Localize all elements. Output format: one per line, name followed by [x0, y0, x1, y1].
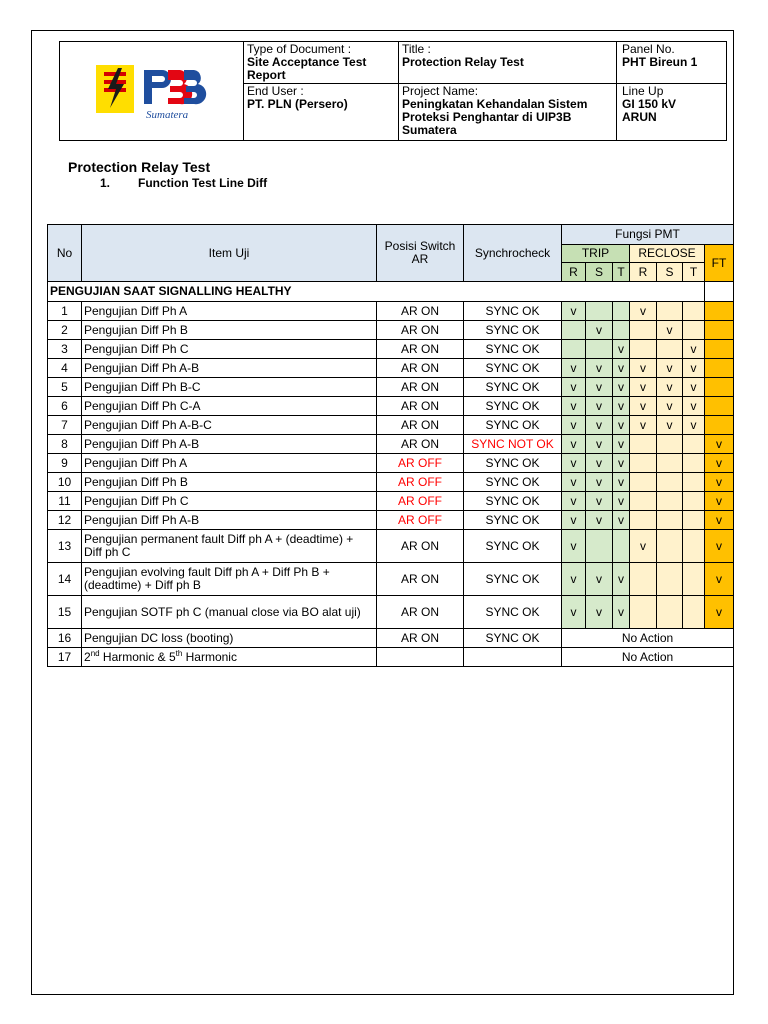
- row-rr-mark: v: [630, 530, 657, 563]
- line-up-label: Line Up: [622, 84, 664, 98]
- header-trip-r: R: [562, 263, 586, 282]
- row-ts-mark: v: [586, 454, 613, 473]
- table-row: [48, 492, 734, 511]
- row-ft-mark: [705, 378, 734, 397]
- row-tr-mark: v: [562, 492, 586, 511]
- row-ar-position: AR ON: [377, 629, 464, 648]
- row-no: 6: [48, 397, 82, 416]
- row-rs-mark: v: [657, 321, 683, 340]
- row-synchrocheck: SYNC OK: [464, 596, 562, 629]
- row-ar-position: AR ON: [377, 530, 464, 563]
- line-up-value: GI 150 kV ARUN: [622, 97, 677, 124]
- row-item: Pengujian Diff Ph A-B: [82, 511, 377, 530]
- table-row: [48, 416, 734, 435]
- header-trip-s: S: [586, 263, 613, 282]
- table-row: [48, 511, 734, 530]
- row-tt-mark: [613, 321, 630, 340]
- row-ts-mark: v: [586, 596, 613, 629]
- row-ar-position: AR ON: [377, 378, 464, 397]
- row-rt-mark: v: [683, 340, 705, 359]
- row-ts-mark: v: [586, 359, 613, 378]
- title-value: Protection Relay Test: [402, 55, 524, 69]
- row-ar-position: AR OFF: [377, 473, 464, 492]
- section-subtitle: [68, 176, 267, 190]
- row-no: 15: [48, 596, 82, 629]
- row-tr-mark: v: [562, 511, 586, 530]
- harmonic-sup-b: th: [175, 648, 183, 658]
- section-row: [48, 282, 734, 302]
- row-tr-mark: v: [562, 596, 586, 629]
- row-no-action: No Action: [562, 629, 734, 648]
- row-ar-position: AR ON: [377, 321, 464, 340]
- row-rs-mark: [657, 302, 683, 321]
- section-title: Protection Relay Test: [68, 159, 211, 175]
- row-ft-mark: v: [705, 563, 734, 596]
- header-row: [48, 225, 734, 245]
- row-rr-mark: v: [630, 359, 657, 378]
- row-synchrocheck: SYNC OK: [464, 321, 562, 340]
- row-ts-mark: v: [586, 397, 613, 416]
- row-item: Pengujian DC loss (booting): [82, 629, 377, 648]
- row-ar-position: AR ON: [377, 302, 464, 321]
- row-item: Pengujian evolving fault Diff ph A + Diff Ph B + (deadtime) + Diff ph B: [82, 563, 377, 596]
- row-tt-mark: v: [613, 563, 630, 596]
- row-tt-mark: v: [613, 359, 630, 378]
- row-ar-position: AR ON: [377, 359, 464, 378]
- row-rs-mark: [657, 511, 683, 530]
- row-ft-mark: [705, 359, 734, 378]
- table-row: [48, 359, 734, 378]
- row-item: Pengujian Diff Ph A-B-C: [82, 416, 377, 435]
- line-up-cell: [622, 85, 708, 124]
- type-value: Site Acceptance Test Report: [247, 55, 367, 82]
- project-label: Project Name:: [402, 84, 479, 98]
- project-value: Peningkatan Kehandalan Sistem Proteksi Penghantar di UIP3B Sumatera: [402, 97, 588, 137]
- row-rr-mark: v: [630, 302, 657, 321]
- row-ft-mark: [705, 397, 734, 416]
- row-rr-mark: [630, 511, 657, 530]
- row-rt-mark: [683, 302, 705, 321]
- row-synchrocheck: SYNC OK: [464, 340, 562, 359]
- row-ar-position: AR ON: [377, 340, 464, 359]
- row-item: Pengujian Diff Ph C: [82, 492, 377, 511]
- row-tt-mark: [613, 302, 630, 321]
- row-rr-mark: v: [630, 397, 657, 416]
- table-row: [48, 473, 734, 492]
- row-synchrocheck: SYNC NOT OK: [464, 435, 562, 454]
- header-synchrocheck: Synchrocheck: [464, 225, 562, 282]
- row-tr-mark: [562, 321, 586, 340]
- row-ft-mark: [705, 340, 734, 359]
- row-rs-mark: [657, 435, 683, 454]
- end-user-label: End User :: [247, 84, 304, 98]
- row-rt-mark: [683, 563, 705, 596]
- row-ar-position: AR ON: [377, 435, 464, 454]
- row-rr-mark: [630, 435, 657, 454]
- row-ts-mark: v: [586, 435, 613, 454]
- header-ft: FT: [705, 245, 734, 282]
- header-trip-t: T: [613, 263, 630, 282]
- header-item-uji: Item Uji: [82, 225, 377, 282]
- row-tr-mark: v: [562, 359, 586, 378]
- row-no: 17: [48, 648, 82, 667]
- row-ft-mark: v: [705, 492, 734, 511]
- row-no: 16: [48, 629, 82, 648]
- row-rr-mark: v: [630, 378, 657, 397]
- table-row: [48, 397, 734, 416]
- table-row: [48, 435, 734, 454]
- row-ft-mark: v: [705, 596, 734, 629]
- header-reclose-r: R: [630, 263, 657, 282]
- row-tr-mark: v: [562, 563, 586, 596]
- header-reclose-t: T: [683, 263, 705, 282]
- row-rs-mark: [657, 596, 683, 629]
- row-no: 11: [48, 492, 82, 511]
- row-ts-mark: v: [586, 416, 613, 435]
- row-no: 5: [48, 378, 82, 397]
- row-ft-mark: [705, 302, 734, 321]
- row-rr-mark: [630, 596, 657, 629]
- row-synchrocheck: SYNC OK: [464, 416, 562, 435]
- row-no: 10: [48, 473, 82, 492]
- header-divider: [616, 41, 617, 141]
- table-row: [48, 340, 734, 359]
- row-rt-mark: v: [683, 416, 705, 435]
- row-rt-mark: [683, 596, 705, 629]
- row-tr-mark: v: [562, 530, 586, 563]
- harmonic-text-mid: Harmonic & 5: [99, 649, 176, 664]
- row-ft-mark: v: [705, 473, 734, 492]
- row-rt-mark: [683, 511, 705, 530]
- row-tt-mark: v: [613, 492, 630, 511]
- row-no: 4: [48, 359, 82, 378]
- panel-cell: [622, 43, 726, 69]
- row-no: 3: [48, 340, 82, 359]
- project-cell: [402, 85, 614, 137]
- header-fungsi-pmt: Fungsi PMT: [562, 225, 734, 245]
- row-synchrocheck: SYNC OK: [464, 530, 562, 563]
- row-item: Pengujian Diff Ph B: [82, 473, 377, 492]
- row-ar-position: AR ON: [377, 563, 464, 596]
- row-no: 1: [48, 302, 82, 321]
- row-ar-position: AR OFF: [377, 454, 464, 473]
- harmonic-text-a: 2: [84, 649, 91, 664]
- row-tt-mark: v: [613, 454, 630, 473]
- row-ts-mark: v: [586, 563, 613, 596]
- row-rs-mark: [657, 454, 683, 473]
- table-row: [48, 648, 734, 667]
- function-test-table: [47, 224, 734, 667]
- table-row: [48, 530, 734, 563]
- row-ts-mark: v: [586, 511, 613, 530]
- row-tt-mark: v: [613, 397, 630, 416]
- end-user-cell: [247, 85, 397, 111]
- panel-value: PHT Bireun 1: [622, 55, 698, 69]
- row-synchrocheck: SYNC OK: [464, 563, 562, 596]
- row-no-action: No Action: [562, 648, 734, 667]
- row-tr-mark: v: [562, 302, 586, 321]
- row-item: Pengujian Diff Ph A-B: [82, 435, 377, 454]
- row-ar-position: AR ON: [377, 596, 464, 629]
- row-item: Pengujian Diff Ph C-A: [82, 397, 377, 416]
- row-synchrocheck: SYNC OK: [464, 454, 562, 473]
- row-rt-mark: v: [683, 397, 705, 416]
- title-label: Title :: [402, 42, 431, 56]
- row-item: Pengujian Diff Ph C: [82, 340, 377, 359]
- row-tt-mark: v: [613, 511, 630, 530]
- subtitle-text: Function Test Line Diff: [138, 176, 268, 190]
- row-ts-mark: [586, 530, 613, 563]
- row-rs-mark: [657, 340, 683, 359]
- row-rr-mark: [630, 340, 657, 359]
- row-item: Pengujian Diff Ph B: [82, 321, 377, 340]
- row-rr-mark: [630, 473, 657, 492]
- row-rt-mark: [683, 454, 705, 473]
- row-rr-mark: v: [630, 416, 657, 435]
- header-trip: TRIP: [562, 245, 630, 263]
- row-tr-mark: v: [562, 378, 586, 397]
- row-tt-mark: [613, 530, 630, 563]
- header-no: No: [48, 225, 82, 282]
- row-no: 9: [48, 454, 82, 473]
- row-item: [82, 648, 377, 667]
- panel-label: Panel No.: [622, 42, 675, 56]
- row-tr-mark: v: [562, 473, 586, 492]
- row-rs-mark: [657, 563, 683, 596]
- type-label: Type of Document :: [247, 42, 352, 56]
- row-synchrocheck: SYNC OK: [464, 397, 562, 416]
- row-rs-mark: [657, 492, 683, 511]
- row-ar-position: [377, 648, 464, 667]
- table-row: [48, 321, 734, 340]
- subtitle-number: 1.: [100, 176, 111, 190]
- table-row: [48, 563, 734, 596]
- row-tt-mark: v: [613, 473, 630, 492]
- row-ts-mark: [586, 302, 613, 321]
- harmonic-sup-a: nd: [90, 648, 100, 658]
- row-synchrocheck: SYNC OK: [464, 302, 562, 321]
- row-ar-position: AR ON: [377, 416, 464, 435]
- row-ft-mark: v: [705, 530, 734, 563]
- title-cell: [402, 43, 614, 69]
- end-user-value: PT. PLN (Persero): [247, 97, 348, 111]
- row-item: Pengujian Diff Ph A-B: [82, 359, 377, 378]
- table-row: [48, 596, 734, 629]
- row-rt-mark: [683, 473, 705, 492]
- row-ft-mark: v: [705, 454, 734, 473]
- row-ft-mark: v: [705, 435, 734, 454]
- row-tr-mark: v: [562, 454, 586, 473]
- row-item: Pengujian Diff Ph A: [82, 454, 377, 473]
- row-rs-mark: [657, 530, 683, 563]
- row-ft-mark: [705, 321, 734, 340]
- row-synchrocheck: SYNC OK: [464, 473, 562, 492]
- header-divider: [398, 41, 399, 141]
- row-ar-position: AR OFF: [377, 492, 464, 511]
- row-ts-mark: v: [586, 378, 613, 397]
- row-rt-mark: [683, 321, 705, 340]
- row-no: 12: [48, 511, 82, 530]
- section-row-ft: [705, 282, 734, 302]
- row-tr-mark: v: [562, 397, 586, 416]
- harmonic-text-tail: Harmonic: [182, 649, 237, 664]
- row-no: 2: [48, 321, 82, 340]
- row-rr-mark: [630, 454, 657, 473]
- row-rt-mark: [683, 492, 705, 511]
- row-ar-position: AR OFF: [377, 511, 464, 530]
- pln-p3b-logo: [94, 62, 224, 122]
- header-reclose-s: S: [657, 263, 683, 282]
- row-tt-mark: v: [613, 435, 630, 454]
- row-ts-mark: v: [586, 473, 613, 492]
- row-no: 13: [48, 530, 82, 563]
- row-tt-mark: v: [613, 340, 630, 359]
- table-row: [48, 629, 734, 648]
- row-rr-mark: [630, 563, 657, 596]
- row-rt-mark: [683, 435, 705, 454]
- svg-text:Sumatera: Sumatera: [146, 109, 189, 121]
- row-tr-mark: v: [562, 416, 586, 435]
- row-rt-mark: v: [683, 378, 705, 397]
- row-item: Pengujian Diff Ph A: [82, 302, 377, 321]
- row-ts-mark: v: [586, 321, 613, 340]
- row-ts-mark: [586, 340, 613, 359]
- row-item: Pengujian Diff Ph B-C: [82, 378, 377, 397]
- row-no: 8: [48, 435, 82, 454]
- row-tr-mark: v: [562, 435, 586, 454]
- row-no: 14: [48, 563, 82, 596]
- row-synchrocheck: SYNC OK: [464, 378, 562, 397]
- row-ts-mark: v: [586, 492, 613, 511]
- row-synchrocheck: SYNC OK: [464, 359, 562, 378]
- row-rt-mark: v: [683, 359, 705, 378]
- header-posisi-switch-ar: Posisi Switch AR: [377, 225, 464, 282]
- type-of-document-cell: [247, 43, 397, 82]
- row-synchrocheck: SYNC OK: [464, 492, 562, 511]
- row-tt-mark: v: [613, 378, 630, 397]
- row-ft-mark: v: [705, 511, 734, 530]
- row-synchrocheck: SYNC OK: [464, 511, 562, 530]
- row-rt-mark: [683, 530, 705, 563]
- row-rs-mark: [657, 473, 683, 492]
- header-divider: [243, 41, 244, 141]
- section-row-label: PENGUJIAN SAAT SIGNALLING HEALTHY: [48, 282, 705, 302]
- document-header: [59, 41, 727, 141]
- row-rs-mark: v: [657, 359, 683, 378]
- row-rs-mark: v: [657, 397, 683, 416]
- row-no: 7: [48, 416, 82, 435]
- row-ft-mark: [705, 416, 734, 435]
- row-rs-mark: v: [657, 378, 683, 397]
- row-rr-mark: [630, 492, 657, 511]
- row-rr-mark: [630, 321, 657, 340]
- row-synchrocheck: [464, 648, 562, 667]
- row-synchrocheck: SYNC OK: [464, 629, 562, 648]
- row-item: Pengujian SOTF ph C (manual close via BO alat uji): [82, 596, 377, 629]
- row-rs-mark: v: [657, 416, 683, 435]
- row-tr-mark: [562, 340, 586, 359]
- header-reclose: RECLOSE: [630, 245, 705, 263]
- row-tt-mark: v: [613, 416, 630, 435]
- table-row: [48, 378, 734, 397]
- table-row: [48, 454, 734, 473]
- row-item: Pengujian permanent fault Diff ph A + (deadtime) + Diff ph C: [82, 530, 377, 563]
- row-tt-mark: v: [613, 596, 630, 629]
- row-ar-position: AR ON: [377, 397, 464, 416]
- table-row: [48, 302, 734, 321]
